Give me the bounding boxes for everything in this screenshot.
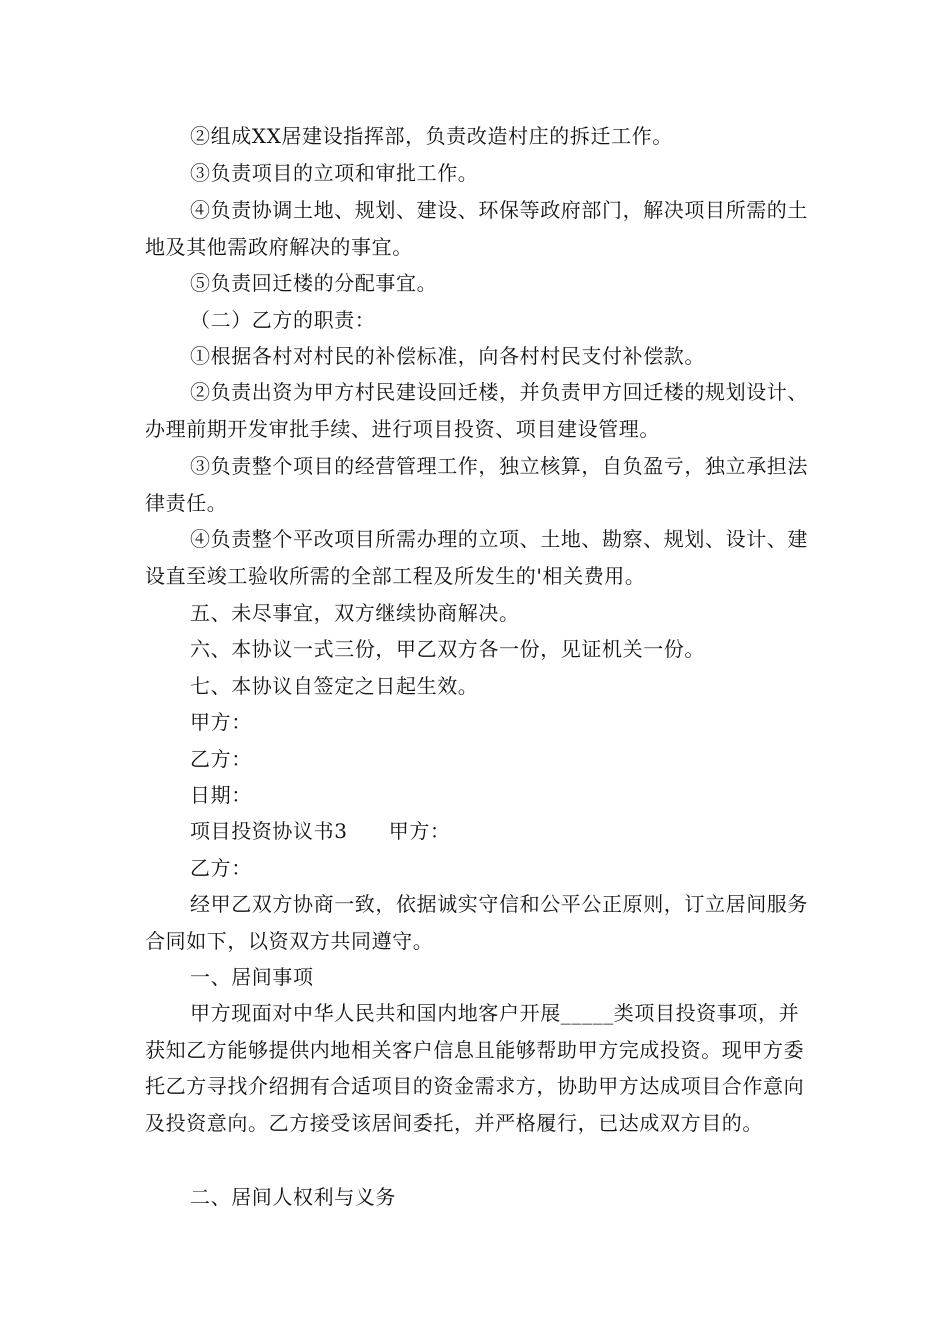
paragraph-2: ③负责项目的立项和审批工作。 — [190, 161, 479, 185]
clause-six: 六、本协议一式三份，甲乙双方各一份，见证机关一份。 — [190, 637, 705, 661]
paragraph-9: ④负责整个平改项目所需办理的立项、土地、勘察、规划、设计、建设直至竣工验收所需的全部工程及所发生的'相关费用。 — [145, 527, 808, 588]
paragraph-7: ②负责出资为甲方村民建设回迁楼，并负责甲方回迁楼的规划设计、办理前期开发审批手续、进行项目投资、项目建设管理。 — [145, 380, 808, 441]
agreement-3-title: 项目投资协议书3 甲方： — [190, 819, 451, 843]
section-heading-party-b-duties: （二）乙方的职责： — [190, 308, 376, 332]
party-b-line: 乙方： — [190, 856, 252, 880]
paragraph-intermediary-matters: 甲方现面对中华人民共和国内地客户开展_____类项目投资事项，并获知乙方能够提供内地相关客户信息且能够帮助甲方完成投资。现甲方委托乙方寻找介绍拥有合适项目的资金需求方，协助甲方达成项目合作意向及投资意向。乙方接受该居间委托，并严格履行，已达成双方目的。 — [145, 1001, 805, 1135]
paragraph-6: ①根据各村对村民的补偿标准，向各村村民支付补偿款。 — [190, 344, 705, 368]
clause-seven: 七、本协议自签定之日起生效。 — [190, 674, 479, 698]
section-heading-intermediary-matters: 一、居间事项 — [190, 965, 314, 989]
paragraph-4: ⑤负责回迁楼的分配事宜。 — [190, 271, 438, 295]
paragraph-preamble: 经甲乙双方协商一致，依据诚实守信和公平公正原则，订立居间服务合同如下，以资双方共同遵守。 — [145, 892, 808, 953]
clause-five: 五、未尽事宜，双方继续协商解决。 — [190, 601, 520, 625]
section-heading-intermediary-rights: 二、居间人权利与义务 — [190, 1185, 396, 1209]
paragraph-1: ②组成XX居建设指挥部，负责改造村庄的拆迁工作。 — [190, 124, 673, 148]
party-a-signature-line: 甲方： — [190, 710, 252, 734]
date-line: 日期： — [190, 783, 252, 807]
party-b-signature-line: 乙方： — [190, 747, 252, 771]
paragraph-3: ④负责协调土地、规划、建设、环保等政府部门，解决项目所需的土地及其他需政府解决的事宜。 — [145, 198, 808, 259]
paragraph-8: ③负责整个项目的经营管理工作，独立核算，自负盈亏，独立承担法律责任。 — [145, 454, 808, 515]
